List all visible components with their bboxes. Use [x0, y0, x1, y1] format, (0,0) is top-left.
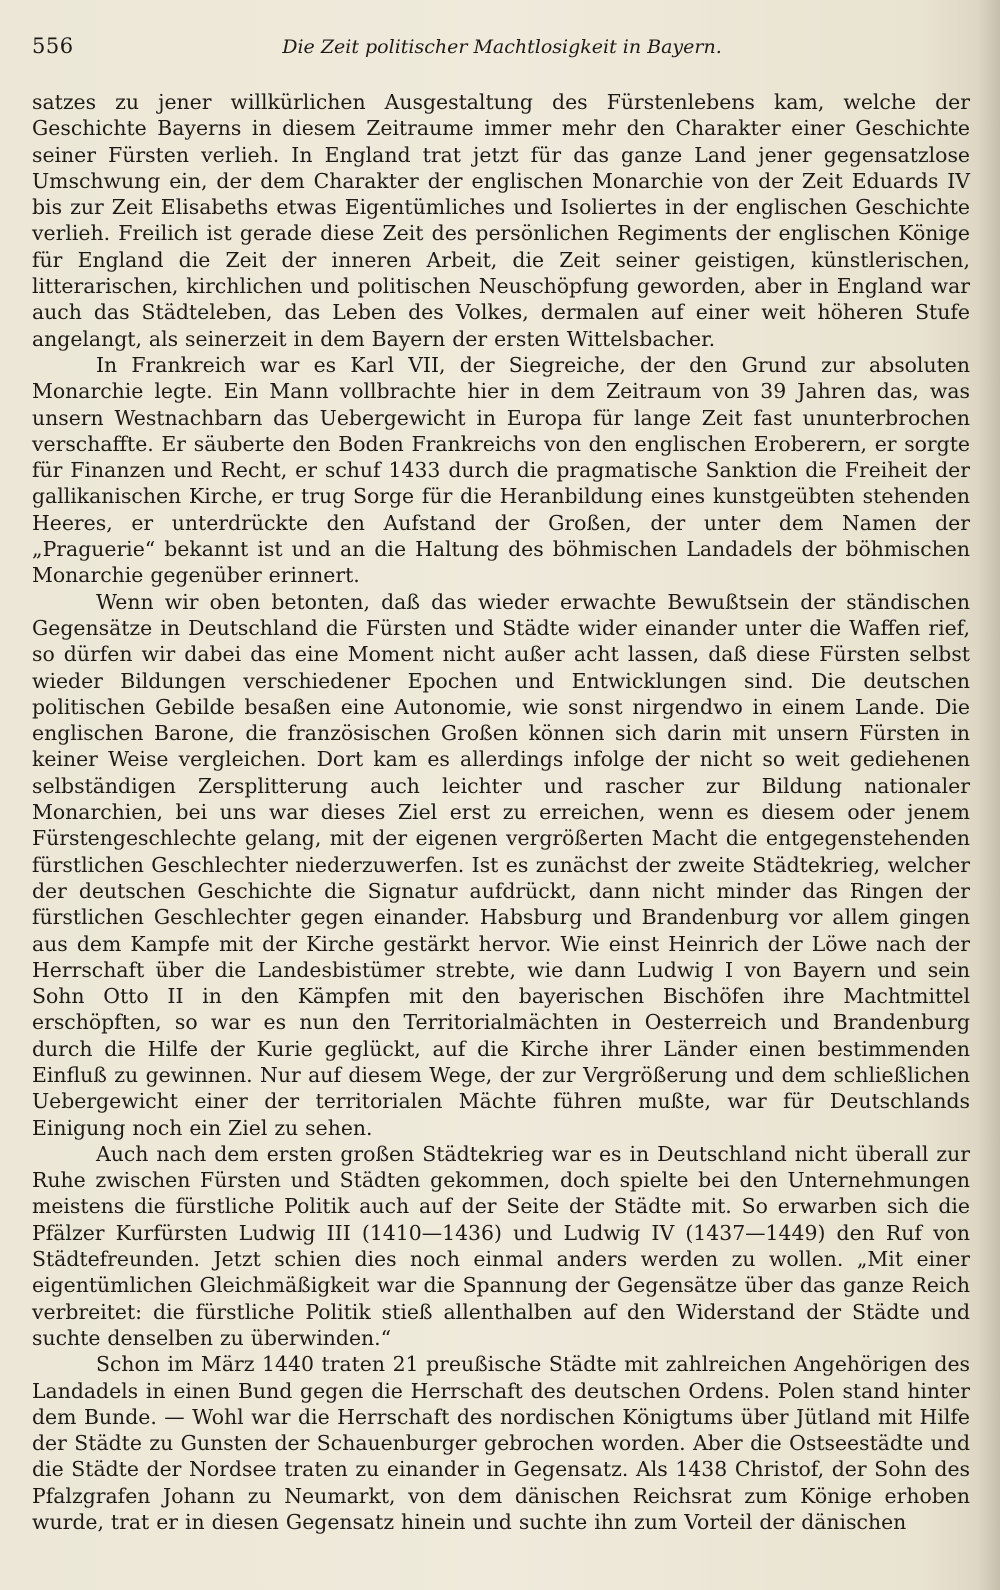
paragraph-1: satzes zu jener willkürlichen Ausgestaltung des Fürstenlebens kam, welche der Geschichte Bayerns in diesem Zeitraume immer mehr den Charakter einer Geschichte seiner Fürsten verlieh. In England trat jetzt für das ganze Land jener gegensatzlose Umschwung ein, der dem Charakter der englischen Monarchie von der Zeit Eduards IV bis zur Zeit Elisabeths etwas Eigentümliches und Isoliertes in der englischen Geschichte verlieh. Freilich ist gerade diese Zeit des persönlichen Regiments der englischen Könige für England die Zeit der inneren Arbeit, die Zeit seiner geistigen, künstlerischen, litterarischen, kirchlichen und politischen Neuschöpfung geworden, aber in England war auch das Städteleben, das Leben des Volkes, dermalen auf einer weit höheren Stufe angelangt, als seinerzeit in dem Bayern der ersten Wittelsbacher.	[32, 90, 970, 351]
paragraph-5: Schon im März 1440 traten 21 preußische Städte mit zahlreichen Angehörigen des Landadels in einen Bund gegen die Herrschaft des deutschen Ordens. Polen stand hinter dem Bunde. — Wohl war die Herrschaft des nordischen Königtums über Jütland mit Hilfe der Städte zu Gunsten der Schauenburger gebrochen worden. Aber die Ostseestädte und die Städte der Nordsee traten zu einander in Gegensatz. Als 1438 Christof, der Sohn des Pfalzgrafen Johann zu Neumarkt, von dem dänischen Reichsrat zum Könige erhoben wurde, trat er in diesen Gegensatz hinein und suchte ihn zum Vorteil der dänischen	[32, 1352, 970, 1535]
page-edge-shadow	[978, 0, 1000, 1590]
running-header	[32, 30, 972, 70]
paragraph-2: In Frankreich war es Karl VII, der Siegreiche, der den Grund zur absoluten Monarchie legte. Ein Mann vollbrachte hier in dem Zeitraum von 39 Jahren das, was unsern Westnachbarn das Uebergewicht in Europa für lange Zeit fast ununterbrochen verschaffte. Er säuberte den Boden Frankreichs von den englischen Eroberern, er sorgte für Finanzen und Recht, er schuf 1433 durch die pragmatische Sanktion die Freiheit der gallikanischen Kirche, er trug Sorge für die Heranbildung eines kunstgeübten stehenden Heeres, er unterdrückte den Aufstand der Großen, der unter dem Namen der „Praguerie“ bekannt ist und an die Haltung des böhmischen Landadels der böhmischen Monarchie gegenüber erinnert.	[32, 352, 970, 588]
body-text	[32, 89, 970, 1535]
page-number: 556	[32, 34, 74, 58]
paragraph-4: Auch nach dem ersten großen Städtekrieg war es in Deutschland nicht überall zur Ruhe zwischen Fürsten und Städten gekommen, doch spielte bei den Unternehmungen meistens die fürstliche Politik auch auf der Seite der Städte mit. So erwarben sich die Pfälzer Kurfürsten Ludwig III (1410—1436) und Ludwig IV (1437—1449) den Ruf von Städtefreunden. Jetzt schien dies noch einmal anders werden zu wollen. „Mit einer eigentümlichen Gleichmäßigkeit war die Spannung der Gegensätze über das ganze Reich verbreitet: die fürstliche Politik stieß allenthalben auf den Widerstand der Städte und suchte denselben zu überwinden.“	[32, 1141, 970, 1350]
paragraph-3: Wenn wir oben betonten, daß das wieder erwachte Bewußtsein der ständischen Gegensätze in Deutschland die Fürsten und Städte wider einander unter die Waffen rief, so dürfen wir dabei das eine Moment nicht außer acht lassen, daß diese Fürsten selbst wieder Bildungen verschiedener Epochen und Entwicklungen sind. Die deutschen politischen Gebilde besaßen eine Autonomie, wie sonst nirgendwo in einem Lande. Die englischen Barone, die französischen Großen können sich darin mit unsern Fürsten in keiner Weise vergleichen. Dort kam es allerdings infolge der nicht so weit gediehenen selbständigen Zersplitterung auch leichter und rascher zur Bildung nationaler Monarchien, bei uns war dieses Ziel erst zu erreichen, wenn es diesem oder jenem Fürstengeschlechte gelang, mit der eigenen vergrößerten Macht die entgegenstehenden fürstlichen Geschlechter niederzuwerfen. Ist es zunächst der zweite Städtekrieg, welcher der deutschen Geschichte die Signatur aufdrückt, dann nicht minder das Ringen der fürstlichen Geschlechter gegen einander. Habsburg und Brandenburg vor allem gingen aus dem Kampfe mit der Kirche gestärkt hervor. Wie einst Heinrich der Löwe nach der Herrschaft über die Landesbistümer strebte, wie dann Ludwig I von Bayern und sein Sohn Otto II in den Kämpfen mit den bayerischen Bischöfen ihre Machtmittel erschöpften, so war es nun den Territorialmächten in Oesterreich und Brandenburg durch die Hilfe der Kurie geglückt, auf die Kirche ihrer Länder einen bestimmenden Einfluß zu gewinnen. Nur auf diesem Wege, der zur Vergrößerung und dem schließlichen Uebergewicht einer der territorialen Mächte führen mußte, war für Deutschlands Einigung noch ein Ziel zu sehen.	[32, 589, 970, 1140]
running-title: Die Zeit politischer Machtlosigkeit in Bayern.	[282, 36, 722, 58]
